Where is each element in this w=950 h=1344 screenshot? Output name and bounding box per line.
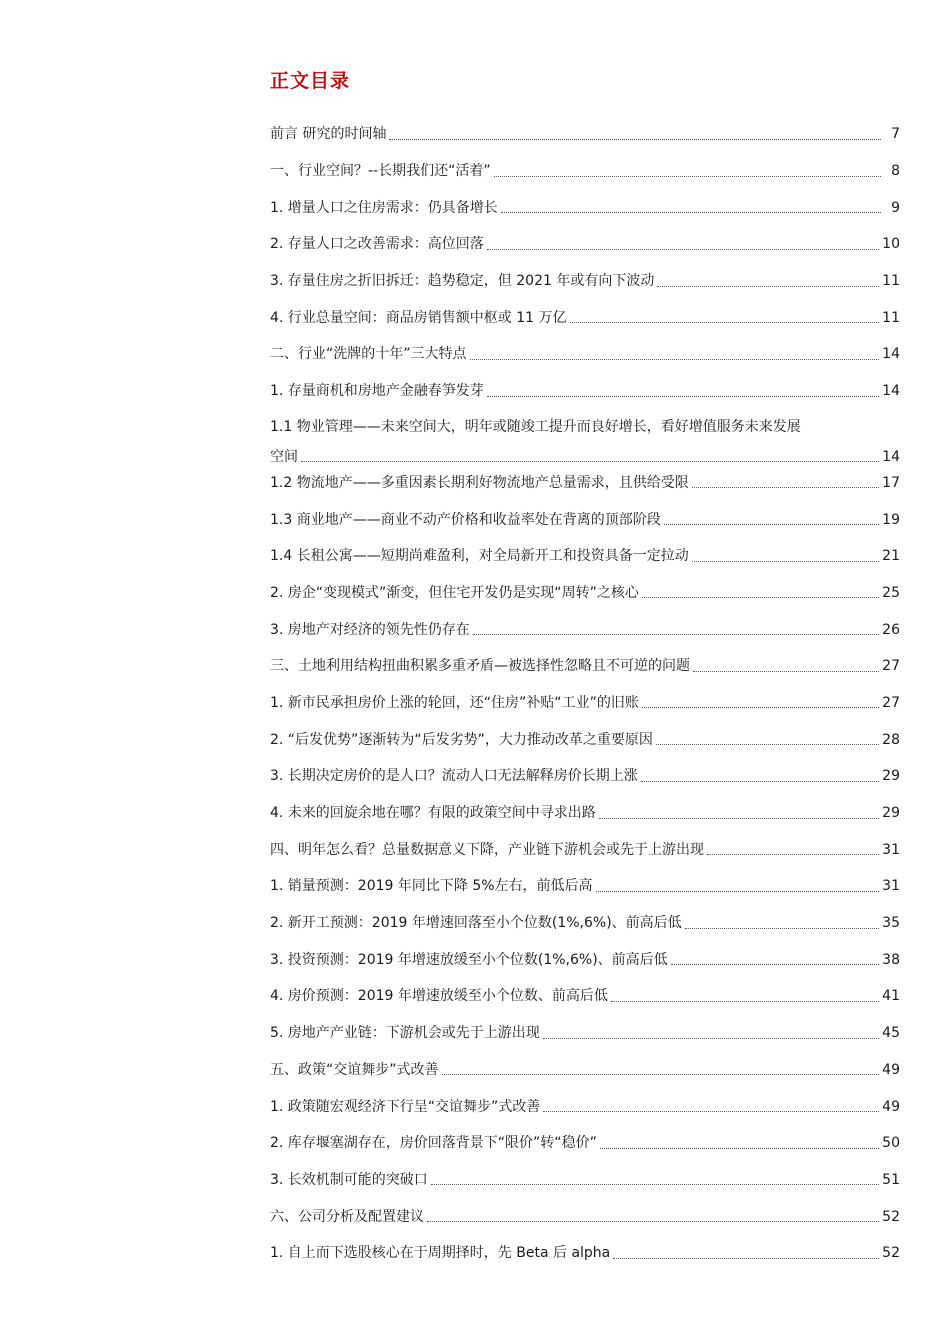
dot-leader	[692, 561, 879, 562]
toc-entry-text: 2. 新开工预测：2019 年增速回落至小个位数(1%,6%)、前高后低	[270, 915, 682, 932]
toc-entry-text: 5. 房地产产业链：下游机会或先于上游出现	[270, 1025, 540, 1042]
toc-entry-text: 1. 新市民承担房价上涨的轮回，还“住房”补贴“工业”的旧账	[270, 694, 639, 711]
toc-page-number: 14	[882, 346, 900, 363]
toc-entry[interactable]	[270, 1125, 900, 1162]
toc-entry-text-continued: 空间	[270, 448, 298, 465]
dot-leader	[543, 1038, 879, 1039]
toc-entry-text: 二、行业“洗牌的十年”三大特点	[270, 346, 467, 363]
toc-entry[interactable]	[270, 905, 900, 942]
toc-entry[interactable]	[270, 465, 900, 502]
dot-leader	[570, 322, 880, 323]
dot-leader	[671, 964, 879, 965]
toc-entry-text: 2. “后发优势”逐渐转为“后发劣势”，大力推动改革之重要原因	[270, 731, 653, 748]
toc-entry-text: 三、土地利用结构扭曲积累多重矛盾—被选择性忽略且不可逆的问题	[270, 658, 690, 675]
dot-leader	[692, 487, 879, 488]
toc-entry-text: 4. 房价预测：2019 年增速放缓至小个位数、前高后低	[270, 988, 608, 1005]
toc-entry-text: 1. 增量人口之住房需求：仍具备增长	[270, 199, 498, 216]
toc-entry[interactable]	[270, 501, 900, 538]
toc-entry[interactable]	[270, 685, 900, 722]
toc-entry-text: 1.1 物业管理——未来空间大，明年或随竣工提升而良好增长，看好增值服务未来发展	[270, 418, 801, 435]
toc-entry-text: 1.4 长租公寓——短期尚难盈利，对全局新开工和投资具备一定拉动	[270, 548, 689, 565]
dot-leader	[642, 707, 879, 708]
toc-entry-text: 2. 存量人口之改善需求：高位回落	[270, 236, 484, 253]
toc-page-number: 50	[882, 1135, 900, 1152]
dot-leader	[431, 1184, 879, 1185]
toc-entry-text: 3. 长效机制可能的突破口	[270, 1171, 428, 1188]
toc-page-number: 45	[882, 1025, 900, 1042]
dot-leader	[389, 139, 881, 140]
toc-page-number: 27	[882, 694, 900, 711]
toc-page-number: 25	[882, 584, 900, 601]
dot-leader	[470, 359, 880, 360]
toc-page-number: 28	[882, 731, 900, 748]
toc-entry-text: 3. 长期决定房价的是人口？流动人口无法解释房价长期上涨	[270, 768, 638, 785]
toc-entry[interactable]	[270, 831, 900, 868]
toc-entry[interactable]	[270, 538, 900, 575]
toc-entry-text: 1.3 商业地产——商业不动产价格和收益率处在背离的顶部阶段	[270, 511, 661, 528]
toc-page-number: 21	[882, 548, 900, 565]
dot-leader	[494, 176, 881, 177]
toc-page-number: 31	[882, 878, 900, 895]
dot-leader	[600, 1148, 879, 1149]
dot-leader	[656, 744, 879, 745]
toc-page-number: 29	[882, 805, 900, 822]
toc-entry[interactable]	[270, 795, 900, 832]
toc-page-number: 52	[882, 1208, 900, 1225]
toc-entry[interactable]	[270, 941, 900, 978]
toc-page-number: 11	[882, 273, 900, 290]
toc-entry-text: 1. 自上而下选股核心在于周期择时，先 Beta 后 alpha	[270, 1245, 611, 1262]
toc-entry[interactable]	[270, 336, 900, 373]
toc-entry-text: 3. 存量住房之折旧拆迁：趋势稳定，但 2021 年或有向下波动	[270, 273, 655, 290]
toc-page-number: 27	[882, 658, 900, 675]
dot-leader	[641, 781, 879, 782]
toc-page-number: 8	[891, 163, 900, 180]
toc-entry[interactable]	[270, 721, 900, 758]
toc-page-number: 14	[882, 448, 900, 465]
toc-page-number: 26	[882, 621, 900, 638]
toc-page-number: 49	[882, 1061, 900, 1078]
toc-entry-text: 六、公司分析及配置建议	[270, 1208, 424, 1225]
toc-entry[interactable]	[270, 611, 900, 648]
toc-page-number: 31	[882, 841, 900, 858]
toc-entry-text: 一、行业空间？--长期我们还“活着”	[270, 163, 491, 180]
toc-entry[interactable]	[270, 299, 900, 336]
dot-leader	[611, 1001, 879, 1002]
toc-title: 正文目录	[270, 70, 351, 92]
toc-entry-text: 3. 房地产对经济的领先性仍存在	[270, 621, 470, 638]
toc-entry-text: 4. 未来的回旋余地在哪？有限的政策空间中寻求出路	[270, 805, 596, 822]
toc-entry[interactable]	[270, 189, 900, 226]
toc-entry-text: 3. 投资预测：2019 年增速放缓至小个位数(1%,6%)、前高后低	[270, 951, 668, 968]
toc-entry-text: 4. 行业总量空间：商品房销售额中枢或 11 万亿	[270, 309, 567, 326]
toc-entry[interactable]	[270, 648, 900, 685]
toc-entry[interactable]	[270, 410, 900, 465]
dot-leader	[685, 928, 879, 929]
dot-leader	[613, 1258, 879, 1259]
toc-page-number: 51	[882, 1171, 900, 1188]
dot-leader	[599, 818, 879, 819]
toc-page-number: 14	[882, 383, 900, 400]
toc-entry[interactable]	[270, 373, 900, 410]
toc-entry-text: 五、政策“交谊舞步”式改善	[270, 1061, 439, 1078]
toc-entry[interactable]	[270, 1088, 900, 1125]
toc-entry[interactable]	[270, 1235, 900, 1272]
toc-entry[interactable]	[270, 758, 900, 795]
dot-leader	[657, 286, 879, 287]
dot-leader	[487, 396, 879, 397]
toc-entry-text: 1. 政策随宏观经济下行呈“交谊舞步”式改善	[270, 1098, 541, 1115]
toc-entry[interactable]	[270, 1162, 900, 1199]
dot-leader	[501, 212, 881, 213]
toc-page-number: 35	[882, 915, 900, 932]
toc-entry-text: 2. 库存堰塞湖存在，房价回落背景下“限价”转“稳价”	[270, 1135, 597, 1152]
toc-entry[interactable]	[270, 226, 900, 263]
toc-page-number: 52	[882, 1245, 900, 1262]
dot-leader	[642, 597, 879, 598]
toc-page-number: 41	[882, 988, 900, 1005]
toc-page-number: 49	[882, 1098, 900, 1115]
dot-leader	[707, 854, 879, 855]
toc-page-number: 7	[891, 126, 900, 143]
toc-entry[interactable]	[270, 1052, 900, 1089]
dot-leader	[693, 671, 879, 672]
toc-page-number: 38	[882, 951, 900, 968]
toc-page-number: 11	[882, 309, 900, 326]
table-of-contents	[270, 116, 900, 1272]
toc-entry[interactable]	[270, 153, 900, 190]
toc-entry[interactable]	[270, 1015, 900, 1052]
toc-entry-text: 2. 房企“变现模式”渐变，但住宅开发仍是实现“周转”之核心	[270, 584, 639, 601]
dot-leader	[427, 1221, 879, 1222]
toc-page-number: 29	[882, 768, 900, 785]
toc-page-number: 9	[891, 199, 900, 216]
dot-leader	[596, 891, 880, 892]
dot-leader	[543, 1111, 879, 1112]
dot-leader	[487, 249, 879, 250]
toc-page-number: 19	[882, 511, 900, 528]
toc-entry[interactable]	[270, 575, 900, 612]
dot-leader	[301, 461, 879, 462]
dot-leader	[442, 1074, 880, 1075]
toc-entry[interactable]	[270, 1198, 900, 1235]
toc-entry[interactable]	[270, 978, 900, 1015]
toc-entry-text: 四、明年怎么看？总量数据意义下降，产业链下游机会或先于上游出现	[270, 841, 704, 858]
toc-entry[interactable]	[270, 116, 900, 153]
toc-entry-text: 1.2 物流地产——多重因素长期利好物流地产总量需求，且供给受限	[270, 474, 689, 491]
toc-entry[interactable]	[270, 263, 900, 300]
toc-entry-text: 1. 销量预测：2019 年同比下降 5%左右，前低后高	[270, 878, 593, 895]
toc-entry-text: 1. 存量商机和房地产金融春笋发芽	[270, 383, 484, 400]
toc-entry-text: 前言 研究的时间轴	[270, 126, 387, 143]
dot-leader	[473, 634, 879, 635]
toc-page-number: 17	[882, 474, 900, 491]
toc-page-number: 10	[882, 236, 900, 253]
toc-entry[interactable]	[270, 868, 900, 905]
dot-leader	[664, 524, 879, 525]
